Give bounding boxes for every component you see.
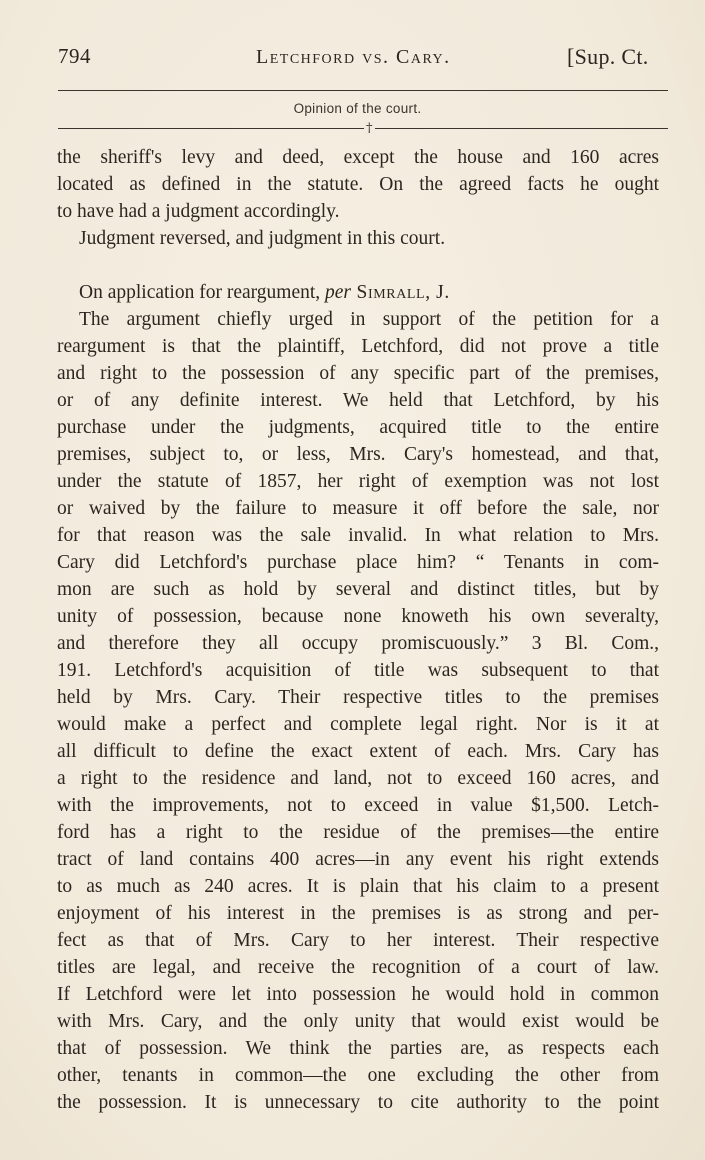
text-line: held by Mrs. Cary. Their respective titles to the premises — [57, 687, 659, 708]
text-line: with the improvements, not to exceed in value $1,500. Letch- — [57, 795, 659, 816]
running-title: Letchford vs. Cary. — [256, 46, 451, 68]
text-line: the sheriff's levy and deed, except the house and 160 acres — [57, 147, 659, 168]
text-line: located as defined in the statute. On the agreed facts he ought — [57, 174, 659, 195]
paragraph-reargument-heading — [57, 279, 659, 306]
text-line: would make a perfect and complete legal right. Nor is it at — [57, 714, 659, 735]
text-line: that of possession. We think the parties are, as respects each — [57, 1038, 659, 1059]
text-line: enjoyment of his interest in the premises is as strong and per- — [57, 903, 659, 924]
text-line: Judgment reversed, and judgment in this court. — [79, 228, 446, 249]
text-line: ford has a right to the residue of the premises—the entire — [57, 822, 659, 843]
per-word: per — [325, 282, 352, 303]
page-number: 794 — [58, 44, 91, 68]
text-line: other, tenants in common—the one excluding the other from — [57, 1065, 659, 1086]
dagger-mark: † — [366, 121, 373, 136]
court-mark: [Sup. Ct. — [567, 44, 649, 69]
header-rule-bottom — [58, 128, 668, 129]
text-line: for that reason was the sale invalid. In what relation to Mrs. — [57, 525, 659, 546]
body-text — [57, 144, 659, 1116]
text-line: or waived by the failure to measure it off before the sale, nor — [57, 498, 659, 519]
text-line: premises, subject to, or less, Mrs. Cary's homestead, and that, — [57, 444, 659, 465]
text-line — [57, 279, 659, 306]
text-line: Cary did Letchford's purchase place him? “ Tenants in com- — [57, 552, 659, 573]
text-line: with Mrs. Cary, and the only unity that would exist would be — [57, 1011, 659, 1032]
text-line: unity of possession, because none knoweth his own severalty, — [57, 606, 659, 627]
text-line: and therefore they all occupy promiscuously.” 3 Bl. Com., — [57, 633, 659, 654]
text-line: under the statute of 1857, her right of exemption was not lost — [57, 471, 659, 492]
text-line: mon are such as hold by several and distinct titles, but by — [57, 579, 659, 600]
text-line: tract of land contains 400 acres—in any event his right extends — [57, 849, 659, 870]
section-subheading: Opinion of the court. — [293, 101, 422, 116]
judge-name: Simrall, J. — [351, 282, 450, 303]
header-rule-top — [58, 90, 668, 91]
paragraph-judgment — [57, 225, 659, 252]
paragraph-opinion — [57, 306, 659, 1116]
text-line: purchase under the judgments, acquired title to the entire — [57, 417, 659, 438]
text-line: titles are legal, and receive the recognition of a court of law. — [57, 957, 659, 978]
text-line: the possession. It is unnecessary to cite authority to the point — [57, 1092, 659, 1113]
text-line: fect as that of Mrs. Cary to her interest. Their respective — [57, 930, 659, 951]
paragraph-gap — [57, 252, 659, 279]
text-line: If Letchford were let into possession he would hold in common — [57, 984, 659, 1005]
text-line: a right to the residence and land, not to exceed 160 acres, and — [57, 768, 659, 789]
text-line: all difficult to define the exact extent of each. Mrs. Cary has — [57, 741, 659, 762]
text-line: to have had a judgment accordingly. — [57, 201, 340, 222]
text-line: and right to the possession of any specific part of the premises, — [57, 363, 659, 384]
text-line: to as much as 240 acres. It is plain that his claim to a present — [57, 876, 659, 897]
text-line: 191. Letchford's acquisition of title was subsequent to that — [57, 660, 659, 681]
page-header — [58, 44, 668, 74]
paragraph-continuation — [57, 144, 659, 225]
text-line: reargument is that the plaintiff, Letchford, did not prove a title — [57, 336, 659, 357]
reargument-lead: On application for reargument, — [79, 282, 326, 303]
text-line: The argument chiefly urged in support of the petition for a — [79, 309, 659, 330]
text-line: or of any definite interest. We held that Letchford, by his — [57, 390, 659, 411]
